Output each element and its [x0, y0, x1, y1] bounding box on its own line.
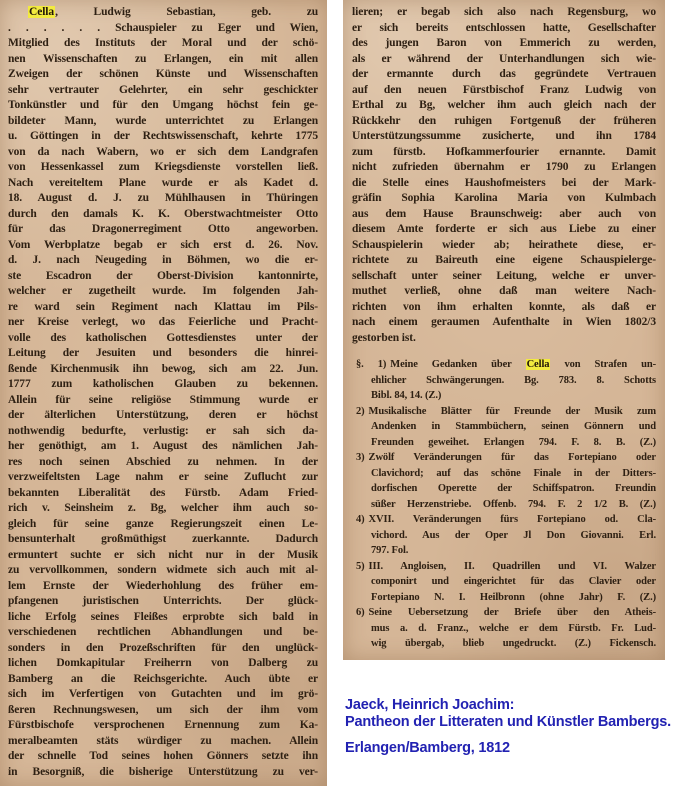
citation-caption	[345, 697, 675, 757]
bibliography-line: Bibl. 84, 14. (Z.)	[371, 390, 442, 401]
bibliography-line: Fortepiano N. I. Heilbronn (ohne Jahr) F. (Z.)	[371, 591, 656, 603]
text-line: richtete zu Baireuth eine eigene Schauspielerge-	[352, 254, 656, 266]
text-line: Bamberg an die Reichsgerichte. Auch übte er	[8, 672, 318, 685]
text-line: sich im Verfertigen von Gutachten und im grö-	[8, 688, 318, 700]
text-line: nicht zufrieden übernahm er 1790 zu Erlangen	[352, 161, 656, 173]
bibliography-line: vichord. Aus der Oper Jl Don Giovanni. Erl.	[371, 529, 656, 541]
text-line: die Stelle eines Haushofmeisters bei der Mark-	[352, 176, 656, 189]
text-line: 1777 zum katholischen Glauben zu bekennen.	[8, 378, 318, 390]
text-line: pfangenen juristischen Unterrichts. Der glück-	[8, 595, 318, 607]
right-scan-column	[343, 0, 665, 660]
text-line: nothwendig bedurfte, verlustig: er sah sich da-	[8, 424, 318, 437]
text-line: re ward sein Regiment nach Klattau im Pils-	[8, 300, 318, 313]
text-line: des jungen Baron von Emmerich zu werden,	[352, 37, 656, 49]
text-line: meralbeamten stäts würdiger zu machen. Allein	[8, 734, 318, 747]
text-line: Cella, Ludwig Sebastian, geb. zu	[29, 6, 318, 18]
text-line: in Besorgniß, die bisherige Unterstützung zu ver-	[8, 765, 318, 778]
text-line: verschiedenen rechtlichen Abhandlungen und be-	[8, 626, 318, 638]
text-line: nen Wissenschaften zu Erlangen, ein mit allen	[8, 52, 318, 65]
text-line: für das Dragonerregiment Otto angeworben.	[8, 223, 318, 235]
text-line: diesem Amte forderte er sich aus Liebe zu einer	[352, 223, 656, 235]
bibliography-item-number: §. 1)	[356, 359, 387, 370]
text-line: der schnelle Tod seines hohen Gönners setzte ihn	[8, 750, 318, 762]
bibliography-line: 2) Musikalische Blätter für Freunde der Musik zum	[356, 405, 656, 417]
text-line: gestorben ist.	[352, 331, 416, 344]
text-line: Tonkünstler und für den Umgang höchst fein ge-	[8, 99, 318, 111]
text-line: Unterstützungssumme zusicherte, und ihn 1784	[352, 130, 656, 142]
text-line: welcher er zugetheilt wurde. Im folgenden Jah-	[8, 285, 318, 297]
bibliography-line: mus a. d. Franz., welche er dem Fürstb. Fr. Lud-	[371, 622, 656, 634]
text-line: Rückkehr den ruhigen Fortgenuß der früheren	[352, 114, 656, 127]
text-line: von da nach Wabern, wo er sich dem Landgrafen	[8, 145, 318, 158]
bibliography-line: 6) Seine Uebersetzung der Briefe über den Atheis-	[356, 607, 656, 618]
bibliography-line: 5) III. Angloisen, II. Quadrillen und VI. Walzer	[356, 560, 656, 572]
text-line: u. Göttingen in der Rechtswissenschaft, kehrte 1775	[8, 130, 318, 142]
right-column-main-text	[352, 5, 656, 346]
text-line: bildeter Mann, wurde unterrichtet zu Erlangen	[8, 114, 318, 127]
text-line: d. J. nach Neugeding in Böhmen, wo die er-	[8, 254, 318, 266]
left-scan-column	[0, 0, 327, 786]
text-line: von Hessenkassel zum Kriegsdienste vorstellen ließ.	[8, 161, 318, 173]
text-line: Vom Werbplatze begab er sich erst d. 26. Nov.	[8, 238, 318, 251]
text-line: volle des katholischen Gottesdienstes unter der	[8, 331, 318, 344]
text-line: ßende Kirchenmusik ihn bewog, sich am 22. Jun.	[8, 362, 318, 375]
bibliography-item-number: 3)	[356, 452, 365, 463]
bibliography-item-number: 2)	[356, 405, 365, 417]
text-line: durch den damals K. K. Oberstwachtmeister Otto	[8, 207, 318, 220]
bibliography-item-number: 6)	[356, 607, 365, 618]
bibliography-line: ehlicher Schwängerungen. Bg. 783. 8. Schotts	[371, 374, 656, 386]
text-line: lieren; er begab sich also nach Regensburg, wo	[352, 6, 656, 18]
bibliography-line: dorfischen Operette der Schiffspatron. Freundin	[371, 483, 656, 494]
bibliography-item-number: 5)	[356, 560, 365, 572]
text-line: Allein für seine religiöse Stimmung wurde er	[8, 393, 318, 406]
highlighted-term: Cella	[29, 6, 55, 18]
text-line: auf den neuen Fürstbischof Franz Ludwig von	[352, 83, 656, 96]
text-line: sonders in den Prozeßschriften für den unglück-	[8, 641, 318, 654]
citation-title: Pantheon der Litteraten und Künstler Bambergs.	[345, 714, 671, 730]
text-line: zu vervollkommen, sondern widmete sich auch mit al-	[8, 564, 318, 576]
text-line: 18. August d. J. zu Mühlhausen in Thüringen	[8, 192, 318, 204]
text-line: sellschaft unter seiner Leitung, welche er unver-	[352, 269, 656, 282]
bibliography-line: componirt und eingerichtet für das Clavier oder	[371, 576, 656, 587]
text-line: sehr vertrauter Gelehrter, ein sehr geschickter	[8, 83, 318, 96]
bibliography-line: Clavichord; auf das schöne Finale in der Ditters-	[371, 467, 656, 479]
text-line: bekannten Liberalität des Fürstb. Adam Fried-	[8, 486, 318, 499]
text-line: her genöthigt, am 1. August des nämlichen Jah-	[8, 440, 318, 452]
text-line: als er während der Unterhandlungen sich wie-	[352, 52, 656, 65]
highlighted-term: Cella	[526, 359, 550, 370]
text-line: Leitung der Jesuiten und besonders die hinrei-	[8, 347, 318, 359]
text-line: rich v. Seinsheim z. Bg, welcher ihm auch so-	[8, 502, 318, 514]
text-line: verzweifeltsten Lage nahm er seine Zuflucht zur	[8, 471, 318, 483]
text-line: der ermannte durch das gegründete Vertrauen	[352, 68, 656, 80]
text-line: Fürstbischofe versprochenen Ernennung zum Ka-	[8, 719, 318, 731]
bibliography-line: Freunden geweihet. Erlangen 794. F. 8. B. (Z.)	[371, 436, 656, 448]
text-line: lem Ernste der Wiederhohlung des früher em-	[8, 579, 318, 592]
text-line: res noch seinen Abschied zu nehmen. In der	[8, 455, 318, 468]
bibliography-list	[352, 357, 656, 652]
text-line: ste Escadron der Oberst-Division kantonnirte,	[8, 269, 318, 282]
text-line: gräfin Sophia Karolina Maria von Kulmbach	[352, 192, 656, 204]
bibliography-line: Andenken in Stammbüchern, seinen Gönnern und	[371, 421, 656, 432]
text-line: gleich für seine ganze Regierungszeit einen Le-	[8, 517, 318, 530]
text-line: nach einem geraumen Aufenthalte in Wien 1802/3	[352, 316, 656, 328]
bibliography-line: 4) XVII. Veränderungen fürs Fortepiano od. Cla-	[356, 514, 656, 525]
text-line: aus dem Hause Braunschweig: aber auch von	[352, 207, 656, 220]
text-line: der älterlichen Unterstützung, deren er höchst	[8, 409, 318, 421]
bibliography-item-number: 4)	[356, 514, 365, 525]
bibliography-line: 3) Zwölf Veränderungen für das Fortepiano oder	[356, 452, 656, 463]
text-line: ner Kreise verlegt, wo das Feierliche und Pracht-	[8, 316, 318, 328]
text-line: muthet verließ, ohne daß man weitere Nach-	[352, 285, 656, 297]
bibliography-line: wig übergab, blieb ungedruckt. (Z.) Fickensch.	[371, 638, 656, 649]
text-line: lichen Domkapitular Freiherrn von Dalberg zu	[8, 657, 318, 669]
text-line: Erthal zu Bg, welcher ihm auch gleich nach der	[352, 99, 656, 111]
bibliography-line: 797. Fol.	[371, 545, 409, 556]
text-line: Zweigen der schönen Künste und Wissenschaften	[8, 68, 318, 80]
text-line: bensunterhalt großmüthigst zuerkannte. Dadurch	[8, 533, 318, 545]
text-line: . . . . . . Schauspieler zu Eger und Wien,	[8, 21, 318, 34]
text-line: Schauspielerin wieder ab; heirathete diese, er-	[352, 238, 656, 251]
text-line: liche Erfolg seines Fleißes erprobte sich bald in	[8, 610, 318, 623]
text-line: richten von ihm erhalten konnte, als daß er	[352, 300, 656, 313]
text-line: er sich bereits entschlossen hatte, Gesellschafter	[352, 21, 656, 34]
bibliography-line: süßer Herzenstriebe. Offenb. 794. F. 2 1/2 B. (Z.)	[371, 498, 656, 510]
citation-author: Jaeck, Heinrich Joachim:	[345, 697, 515, 713]
text-line: zum fürstb. Hofkammerfourier ernannte. Damit	[352, 145, 656, 158]
text-line: Mitglied des Instituts der Moral und der schö-	[8, 37, 318, 49]
text-line: Nach vereiteltem Plane wurde er als Kadet d.	[8, 176, 318, 189]
text-line: ermuntert suchte er sich nicht nur in der Musik	[8, 548, 318, 561]
bibliography-line: §. 1) Meine Gedanken über Cella von Strafen un-	[356, 359, 656, 370]
citation-imprint: Erlangen/Bamberg, 1812	[345, 740, 510, 756]
text-line: ßeren Rechnungswesen, um sich der ihm vom	[8, 703, 318, 716]
